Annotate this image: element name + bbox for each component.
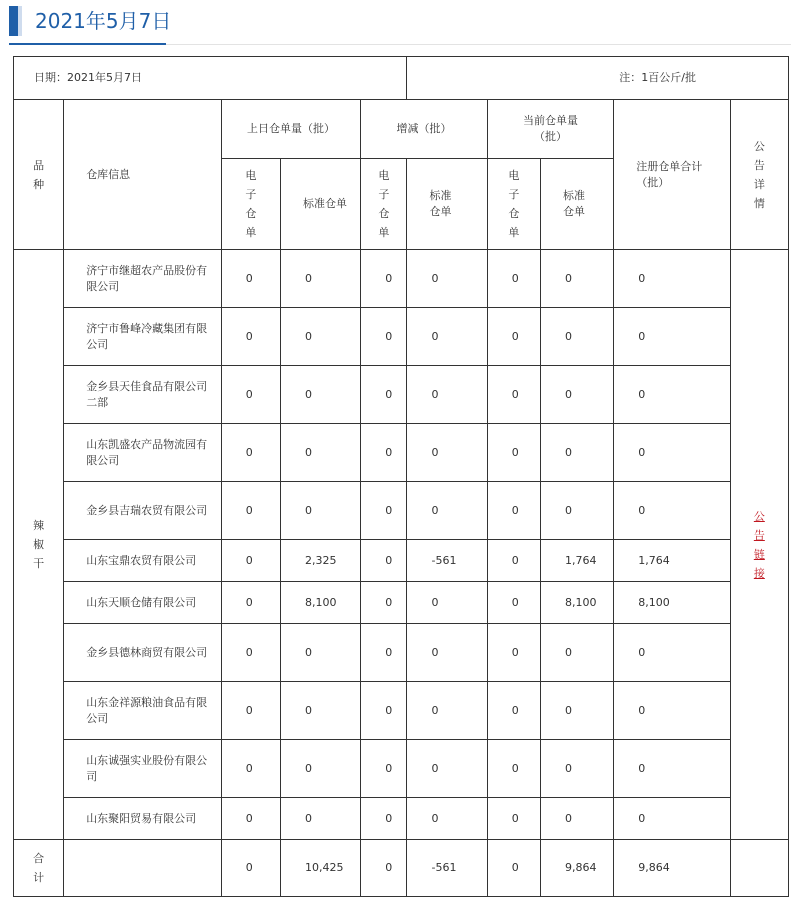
current-standard: 0 [540, 624, 613, 682]
current-electronic: 0 [487, 624, 540, 682]
change-standard: 0 [407, 798, 487, 840]
change-standard: 0 [407, 624, 487, 682]
current-standard: 1,764 [540, 540, 613, 582]
change-electronic: 0 [361, 582, 407, 624]
current-electronic: 0 [487, 366, 540, 424]
notice-cell [730, 250, 788, 840]
total-label: 合计 [14, 840, 64, 897]
header-prev-electronic: 电子仓单 [221, 159, 280, 250]
prev-standard: 0 [281, 682, 361, 740]
current-standard: 0 [540, 250, 613, 308]
total-change-electronic: 0 [361, 840, 407, 897]
current-electronic: 0 [487, 540, 540, 582]
warehouse-name: 山东聚阳贸易有限公司 [64, 798, 222, 840]
table-row [14, 682, 789, 740]
heading-divider [166, 44, 791, 45]
prev-standard: 2,325 [281, 540, 361, 582]
header-prev: 上日仓单量（批） [221, 100, 361, 159]
change-electronic: 0 [361, 424, 407, 482]
current-standard: 0 [540, 366, 613, 424]
prev-standard: 0 [281, 740, 361, 798]
current-electronic: 0 [487, 798, 540, 840]
current-electronic: 0 [487, 582, 540, 624]
table-row [14, 624, 789, 682]
warehouse-receipt-table [13, 56, 789, 897]
registered-total: 8,100 [614, 582, 730, 624]
prev-electronic: 0 [221, 366, 280, 424]
warehouse-name: 山东诚强实业股份有限公司 [64, 740, 222, 798]
change-standard: 0 [407, 682, 487, 740]
total-current-standard: 9,864 [540, 840, 613, 897]
warehouse-name: 金乡县吉瑞农贸有限公司 [64, 482, 222, 540]
current-standard: 0 [540, 482, 613, 540]
current-standard: 0 [540, 308, 613, 366]
change-standard: 0 [407, 366, 487, 424]
change-electronic: 0 [361, 250, 407, 308]
prev-electronic: 0 [221, 424, 280, 482]
table-row [14, 482, 789, 540]
prev-standard: 8,100 [281, 582, 361, 624]
prev-electronic: 0 [221, 250, 280, 308]
registered-total: 1,764 [614, 540, 730, 582]
prev-electronic: 0 [221, 624, 280, 682]
header-variety: 品种 [14, 100, 64, 250]
current-standard: 0 [540, 740, 613, 798]
prev-electronic: 0 [221, 308, 280, 366]
current-electronic: 0 [487, 424, 540, 482]
registered-total: 0 [614, 482, 730, 540]
header-prev-standard: 标准仓单 [281, 159, 361, 250]
header-change: 增减（批） [361, 100, 487, 159]
change-standard: 0 [407, 582, 487, 624]
header-change-electronic: 电子仓单 [361, 159, 407, 250]
prev-electronic: 0 [221, 482, 280, 540]
prev-electronic: 0 [221, 540, 280, 582]
total-current-electronic: 0 [487, 840, 540, 897]
change-standard: 0 [407, 482, 487, 540]
change-standard: 0 [407, 424, 487, 482]
header-current-standard: 标准仓单 [540, 159, 613, 250]
warehouse-name: 济宁市鲁峰冷藏集团有限公司 [64, 308, 222, 366]
total-warehouse [64, 840, 222, 897]
table-row [14, 582, 789, 624]
variety-cell: 辣椒干 [14, 250, 64, 840]
registered-total: 0 [614, 308, 730, 366]
table-date: 日期：2021年5月7日 [14, 57, 407, 100]
change-electronic: 0 [361, 482, 407, 540]
header-current: 当前仓单量（批） [487, 100, 613, 159]
current-electronic: 0 [487, 308, 540, 366]
change-electronic: 0 [361, 366, 407, 424]
prev-standard: 0 [281, 308, 361, 366]
warehouse-name: 金乡县德林商贸有限公司 [64, 624, 222, 682]
header-registered-total: 注册仓单合计（批） [614, 100, 730, 250]
prev-standard: 0 [281, 482, 361, 540]
total-prev-electronic: 0 [221, 840, 280, 897]
registered-total: 0 [614, 798, 730, 840]
table-unit-note: 注：1百公斤/批 [407, 57, 789, 100]
warehouse-name: 山东天顺仓储有限公司 [64, 582, 222, 624]
current-electronic: 0 [487, 250, 540, 308]
table-row [14, 250, 789, 308]
current-standard: 0 [540, 798, 613, 840]
change-standard: 0 [407, 250, 487, 308]
registered-total: 0 [614, 250, 730, 308]
total-notice-empty [730, 840, 788, 897]
change-electronic: 0 [361, 624, 407, 682]
header-warehouse: 仓库信息 [64, 100, 222, 250]
change-standard: -561 [407, 540, 487, 582]
warehouse-name: 金乡县天佳食品有限公司二部 [64, 366, 222, 424]
change-standard: 0 [407, 308, 487, 366]
change-electronic: 0 [361, 740, 407, 798]
current-electronic: 0 [487, 682, 540, 740]
header-change-standard: 标准仓单 [407, 159, 487, 250]
current-standard: 8,100 [540, 582, 613, 624]
prev-standard: 0 [281, 798, 361, 840]
registered-total: 0 [614, 682, 730, 740]
current-electronic: 0 [487, 482, 540, 540]
table-row [14, 424, 789, 482]
prev-electronic: 0 [221, 682, 280, 740]
warehouse-name: 济宁市继超农产品股份有限公司 [64, 250, 222, 308]
prev-electronic: 0 [221, 740, 280, 798]
registered-total: 0 [614, 366, 730, 424]
change-electronic: 0 [361, 540, 407, 582]
table-row [14, 366, 789, 424]
prev-standard: 0 [281, 366, 361, 424]
current-standard: 0 [540, 682, 613, 740]
change-electronic: 0 [361, 682, 407, 740]
total-registered: 9,864 [614, 840, 730, 897]
warehouse-name: 山东金祥源粮油食品有限公司 [64, 682, 222, 740]
prev-electronic: 0 [221, 582, 280, 624]
prev-electronic: 0 [221, 798, 280, 840]
change-standard: 0 [407, 740, 487, 798]
prev-standard: 0 [281, 250, 361, 308]
registered-total: 0 [614, 740, 730, 798]
table-row [14, 540, 789, 582]
total-prev-standard: 10,425 [281, 840, 361, 897]
current-electronic: 0 [487, 740, 540, 798]
current-standard: 0 [540, 424, 613, 482]
warehouse-name: 山东宝鼎农贸有限公司 [64, 540, 222, 582]
registered-total: 0 [614, 624, 730, 682]
header-notice: 公告详情 [730, 100, 788, 250]
change-electronic: 0 [361, 798, 407, 840]
table-row [14, 308, 789, 366]
notice-link[interactable]: 公告链接 [753, 509, 765, 580]
table-row [14, 798, 789, 840]
registered-total: 0 [614, 424, 730, 482]
table-row [14, 740, 789, 798]
heading-underline [9, 43, 166, 45]
change-electronic: 0 [361, 308, 407, 366]
prev-standard: 0 [281, 424, 361, 482]
total-row [14, 840, 789, 897]
page-title: 2021年5月7日 [35, 9, 172, 33]
warehouse-name: 山东凯盛农产品物流园有限公司 [64, 424, 222, 482]
total-change-standard: -561 [407, 840, 487, 897]
header-current-electronic: 电子仓单 [487, 159, 540, 250]
heading-accent-bar [9, 6, 18, 36]
prev-standard: 0 [281, 624, 361, 682]
